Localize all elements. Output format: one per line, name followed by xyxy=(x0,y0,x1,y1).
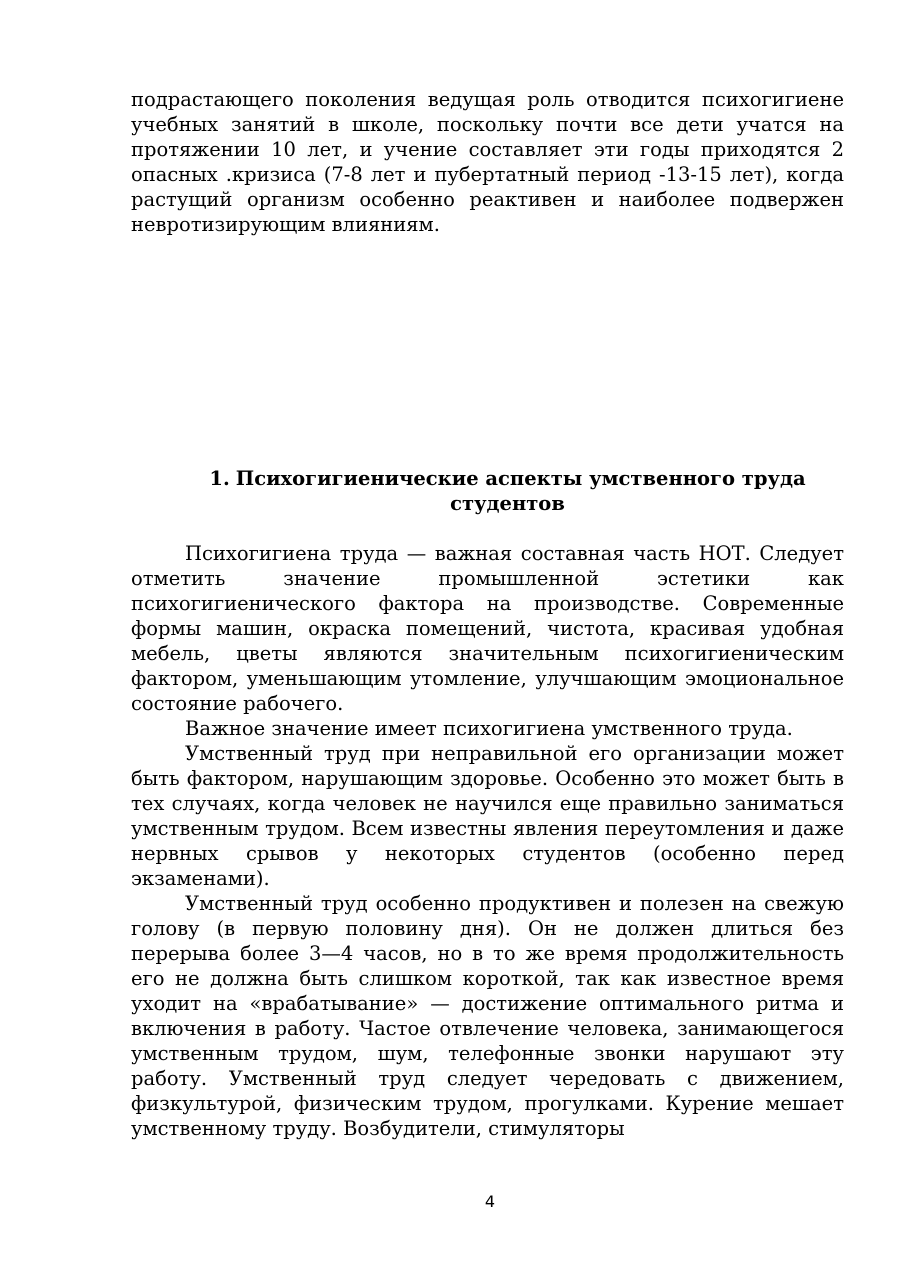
section-heading xyxy=(131,466,844,516)
body-paragraph: Психогигиена труда — важная составная часть НОТ. Следует отметить значение промышленной эстетики как психогигиенического фактора на производстве. Современные формы машин, окраска помещений, чистота, красивая удобная мебель, цветы являются значительным психогигиеническим фактором, уменьшающим утомление, улучшающим эмоциональное состояние рабочего. xyxy=(131,542,844,715)
body-paragraph: Важное значение имеет психогигиена умственного труда. xyxy=(185,717,793,740)
body-paragraph: Умственный труд при неправильной его организации может быть фактором, нарушающим здоровье. Особенно это может быть в тех случаях, когда человек не научился еще правильно заниматься умственным трудом. Всем известны явления переутомления и даже нервных срывов у некоторых студентов (особенно перед экзаменами). xyxy=(131,742,844,890)
section-body xyxy=(131,541,844,1141)
section-number: 1. xyxy=(209,467,230,490)
page-number: 4 xyxy=(484,1192,496,1211)
intro-paragraph: подрастающего поколения ведущая роль отводится психогигиене учебных занятий в школе, поскольку почти все дети учатся на протяжении 10 лет, и учение составляет эти годы приходятся 2 опасных .кризиса (7-8 лет и пубертатный период -13-15 лет), когда растущий организм особенно реактивен и наиболее подвержен невротизирующим влияниям. xyxy=(131,88,844,236)
section-title: Психогигиенические аспекты умственного труда студентов xyxy=(235,467,806,515)
body-paragraph: Умственный труд особенно продуктивен и полезен на свежую голову (в первую половину дня). Он не должен длиться без перерыва более 3—4 часов, но в то же время продолжительность его не должна быть слишком короткой, так как известное время уходит на «врабатывание» — достижение оптимального ритма и включения в работу. Частое отвлечение человека, занимающегося умственным трудом, шум, телефонные звонки нарушают эту работу. Умственный труд следует чередовать с движением, физкультурой, физическим трудом, прогулками. Курение мешает умственному труду. Возбудители, стимуляторы xyxy=(131,892,844,1140)
intro-text xyxy=(131,87,844,237)
